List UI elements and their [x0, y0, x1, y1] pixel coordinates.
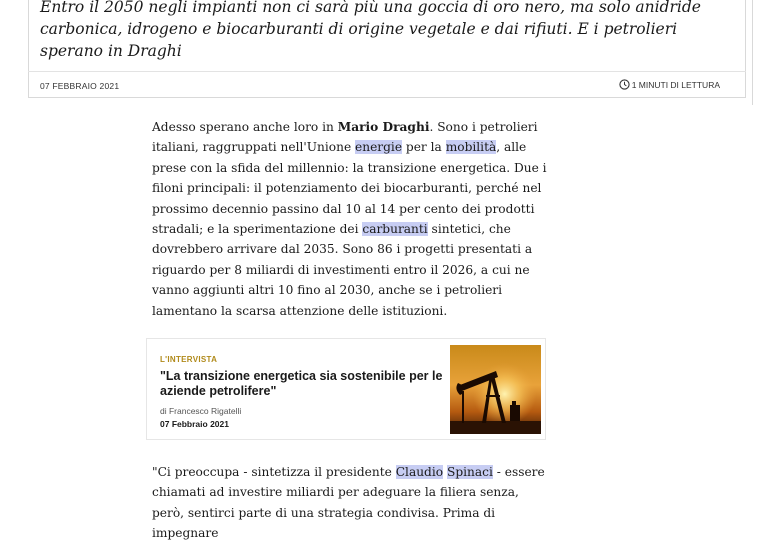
text-run: Adesso sperano anche loro in	[152, 120, 338, 134]
article-paragraph	[152, 462, 552, 544]
text-run: per la	[402, 140, 446, 155]
article-paragraph	[152, 117, 548, 321]
text-run: "Ci preoccupa - sintetizza il presidente	[152, 465, 396, 479]
text-run: . Sono i petrolieri italiani, raggruppati nell'Unione	[152, 120, 538, 155]
tag-link-mobilita[interactable]: mobilità	[445, 140, 497, 155]
bold-name-mario-draghi: Mario Draghi	[337, 120, 430, 134]
card-date: 07 Febbraio 2021	[160, 419, 229, 429]
read-time	[619, 79, 720, 90]
card-title-link[interactable]: "La transizione energetica sia sostenibile per le aziende petrolifere"	[160, 369, 443, 398]
card-kicker: L'INTERVISTA	[160, 355, 218, 364]
read-time-label: 1 MINUTI DI LETTURA	[631, 79, 720, 90]
tag-link-energie[interactable]: energie	[355, 140, 403, 155]
text-run: - essere chiamati ad investire miliardi per adeguare la filiera senza, però, sentirci parte di una strategia condivisa. Prima di impegnare	[152, 465, 545, 541]
related-article-card[interactable]	[146, 338, 546, 440]
clock-icon	[619, 79, 630, 90]
text-run: , alle prese con la sfida del millennio: la transizione energetica. Due i filoni principali: il potenziamento dei biocarburanti, perché nel prossimo decennio passino dal 10 al 14 per cento dei prodotti stradali; e la sperimentazione dei	[152, 140, 547, 237]
tag-link-carburanti[interactable]: carburanti	[362, 222, 428, 237]
tag-link-claudio[interactable]: Claudio	[395, 465, 444, 479]
oil-pump-sunset-image[interactable]	[450, 345, 541, 434]
divider	[28, 71, 746, 72]
article-date: 07 FEBBRAIO 2021	[40, 81, 120, 91]
card-author: di Francesco Rigatelli	[160, 406, 242, 416]
tag-link-spinaci[interactable]: Spinaci	[446, 465, 493, 479]
divider	[752, 0, 753, 105]
text-run: sintetici, che dovrebbero arrivare dal 2035. Sono 86 i progetti presentati a riguardo per 8 miliardi di investimenti entro il 2026, a cui ne vanno aggiunti altri 10 fino al 2030, anche se i petrolieri lamentano la scarsa attenzione delle istituzioni.	[152, 222, 533, 318]
article-subtitle: Entro il 2050 negli impianti non ci sarà più una goccia di oro nero, ma solo anidride carbonica, idrogeno e biocarburanti di origine vegetale e dai rifiuti. E i petrolieri sperano in Draghi	[40, 0, 701, 60]
